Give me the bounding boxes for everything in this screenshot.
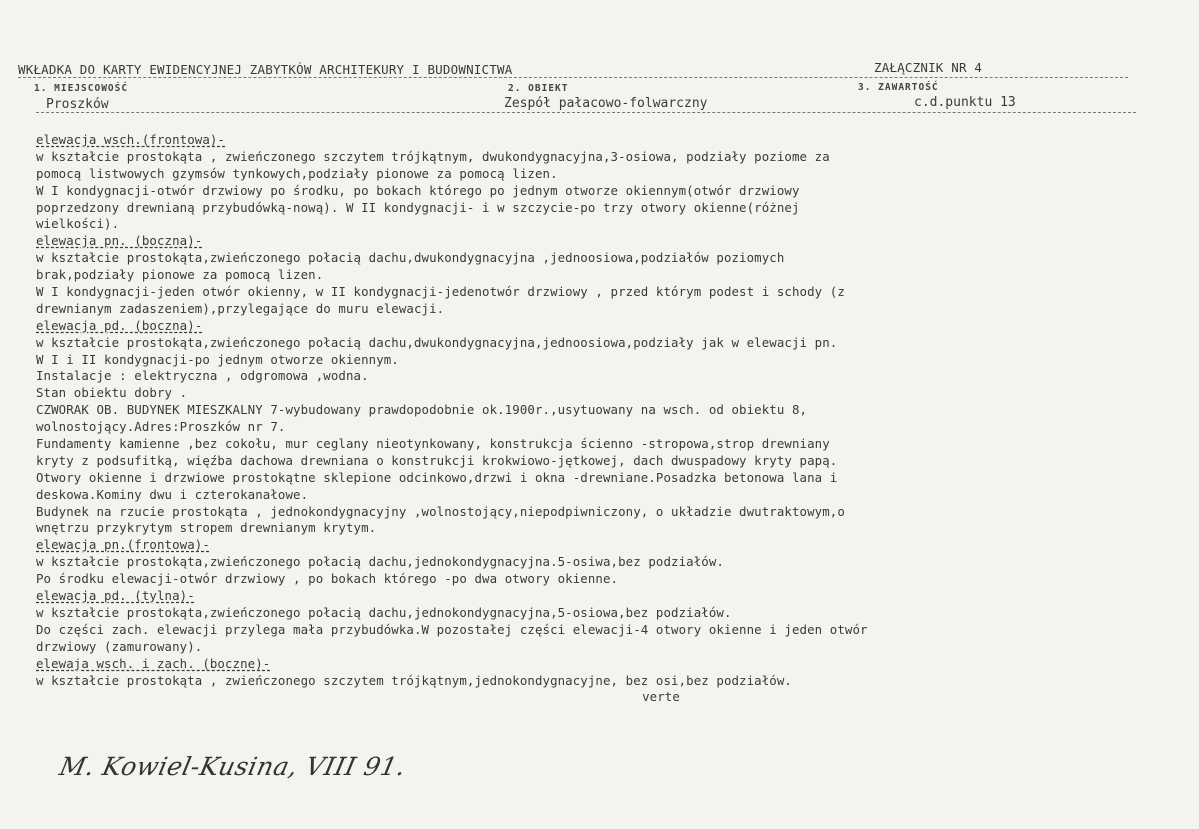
text-line: CZWORAK OB. BUDYNEK MIESZKALNY 7-wybudowany prawdopodobnie ok.1900r.,usytuowany na wsch. od obiektu 8, [36, 402, 808, 418]
attachment-number: ZAŁĄCZNIK NR 4 [874, 60, 983, 75]
object-label: 2. OBIEKT [508, 83, 569, 94]
text-line: Po środku elewacji-otwór drzwiowy , po bokach którego -po dwa otwory okienne. [36, 571, 619, 587]
text-line: pomocą listwowych gzymsów tynkowych,podziały pionowe za pomocą lizen. [36, 165, 558, 181]
text-line: w kształcie prostokąta , zwieńczonego szczytem trójkątnym, dwukondygnacyjna,3-osiowa, podziały poziome za [36, 148, 830, 164]
text-line: W I kondygnacji-otwór drzwiowy po środku, po bokach którego po jednym otworze okiennym(otwór drzwiowy [36, 182, 800, 198]
text-line: w kształcie prostokąta,zwieńczonego połacią dachu,jednokondygnacyjna.5-osiwa,bez podziałów. [36, 554, 724, 570]
text-line: W I kondygnacji-jeden otwór okienny, w II kondygnacji-jedenotwór drzwiowy , przed którym podest i schody (z [36, 284, 845, 300]
text-line: poprzedzony drewnianą przybudówką-nową). W II kondygnacji- i w szczycie-po trzy otwory okienne(różnej [36, 199, 800, 215]
text-line: w kształcie prostokąta,zwieńczonego połacią dachu,dwukondygnacyjna ,jednoosiowa,podziałów poziomych [36, 250, 785, 266]
locality-label: 1. MIEJSCOWOŚĆ [34, 83, 129, 94]
contents-label: 3. ZAWARTOŚĆ [858, 82, 939, 93]
text-line: kryty z podsufitką, więźba dachowa drewniana o konstrukcji krokwiowo-jętkowej, dach dwuspadowy kryty papą. [36, 452, 838, 468]
text-line: wnętrzu przykrytym stropem drewnianym krytym. [36, 520, 377, 536]
section-heading: elewacja pn. (boczna)- [36, 233, 203, 249]
header-rule-top [18, 77, 1128, 78]
text-line: drzwiowy (zamurowany). [36, 638, 203, 654]
text-line: Fundamenty kamienne ,bez cokołu, mur ceglany nieotynkowany, konstrukcja ścienno -stropowa,strop drewniany [36, 436, 830, 452]
text-line: Do części zach. elewacji przylega mała przybudówka.W pozostałej części elewacji-4 otwory okienne i jeden otwór [36, 621, 868, 637]
text-line: wielkości). [36, 216, 120, 232]
verte-note: verte [642, 689, 680, 705]
section-heading: elewacja wsch.(frontowa)- [36, 132, 225, 147]
description-body [36, 132, 1156, 706]
contents-value: c.d.punktu 13 [914, 95, 1016, 110]
text-line: W I i II kondygnacji-po jednym otworze okiennym. [36, 351, 399, 367]
header-rule-bottom [36, 112, 1136, 113]
text-line: deskowa.Kominy dwu i czterokanałowe. [36, 486, 309, 502]
text-line: w kształcie prostokąta,zwieńczonego połacią dachu,dwukondygnacyjna,jednoosiowa,podziały jak w elewacji pn. [36, 334, 838, 350]
section-heading: elewacja pd. (tylna)- [36, 588, 195, 604]
handwritten-signature: M. Kowiel-Kusina, VIII 91. [56, 752, 409, 781]
text-line: drewnianym zadaszeniem),przylegające do muru elewacji. [36, 300, 445, 316]
section-heading: elewacja pd. (boczna)- [36, 317, 203, 333]
text-line: w kształcie prostokąta , zwieńczonego szczytem trójkątnym,jednokondygnacyjne, bez osi,bez podziałów. [36, 672, 792, 688]
text-line: wolnostojący.Adres:Proszków nr 7. [36, 419, 286, 435]
text-line: w kształcie prostokąta,zwieńczonego połacią dachu,jednokondygnacyjna,5-osiowa,bez podziałów. [36, 604, 732, 620]
text-line: Stan obiektu dobry . [36, 385, 188, 401]
text-line: Otwory okienne i drzwiowe prostokątne sklepione odcinkowo,drzwi i okna -drewniane.Posadzka betonowa lana i [36, 469, 838, 485]
card-title: WKŁADKA DO KARTY EWIDENCYJNEJ ZABYTKÓW ARCHITEKURY I BUDOWNICTWA [18, 62, 513, 77]
text-line: Budynek na rzucie prostokąta , jednokondygnacyjny ,wolnostojący,niepodpiwniczony, o układzie dwutraktowym,o [36, 503, 845, 519]
section-heading: elewacja pn.(frontowa)- [36, 537, 210, 553]
text-line: Instalacje : elektryczna , odgromowa ,wodna. [36, 368, 369, 384]
object-value: Zespół pałacowo-folwarczny [504, 96, 708, 111]
text-line: brak,podziały pionowe za pomocą lizen. [36, 267, 324, 283]
section-heading: elewaja wsch. i zach. (boczne)- [36, 655, 271, 671]
locality-value: Proszków [46, 97, 109, 112]
